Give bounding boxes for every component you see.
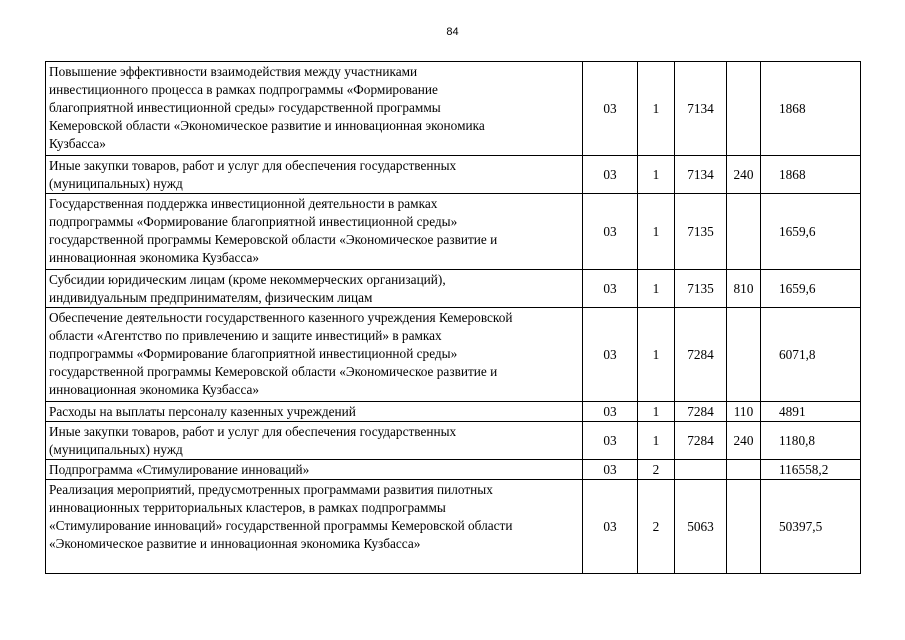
description-line: инновационная экономика Кузбасса» [49, 382, 260, 397]
article-code: 7135 [675, 270, 727, 308]
expense-type-code [727, 308, 761, 402]
article-code: 7284 [675, 402, 727, 422]
program-code: 1 [638, 156, 675, 194]
budget-table [45, 61, 861, 574]
section-code: 03 [583, 270, 638, 308]
expense-type-code: 810 [727, 270, 761, 308]
description-line: Государственная поддержка инвестиционной деятельности в рамках [49, 196, 438, 211]
description-line: Кемеровской области «Экономическое развитие и инновационная экономика [49, 118, 485, 133]
program-code: 1 [638, 270, 675, 308]
program-code: 2 [638, 460, 675, 480]
description-line: Иные закупки товаров, работ и услуг для обеспечения государственных [49, 158, 457, 173]
expense-type-code [727, 194, 761, 270]
program-code: 1 [638, 402, 675, 422]
expense-type-code: 110 [727, 402, 761, 422]
section-code: 03 [583, 194, 638, 270]
table-row [46, 308, 861, 402]
description-line: Иные закупки товаров, работ и услуг для обеспечения государственных [49, 424, 457, 439]
description-line: подпрограммы «Формирование благоприятной инвестиционной среды» [49, 346, 458, 361]
table-row [46, 422, 861, 460]
row-description [46, 194, 583, 270]
row-description [46, 62, 583, 156]
row-description [46, 402, 583, 422]
article-code: 7284 [675, 308, 727, 402]
expense-type-code [727, 460, 761, 480]
description-line: индивидуальным предпринимателям, физическим лицам [49, 290, 373, 305]
amount-value: 116558,2 [761, 460, 861, 480]
description-line: Подпрограмма «Стимулирование инноваций» [49, 462, 310, 477]
program-code: 1 [638, 62, 675, 156]
section-code: 03 [583, 422, 638, 460]
section-code: 03 [583, 480, 638, 574]
amount-value: 1868 [761, 62, 861, 156]
amount-value: 6071,8 [761, 308, 861, 402]
description-line: (муниципальных) нужд [49, 442, 183, 457]
table-row [46, 194, 861, 270]
description-line: благоприятной инвестиционной среды» государственной программы [49, 100, 441, 115]
amount-value: 1180,8 [761, 422, 861, 460]
article-code: 7134 [675, 156, 727, 194]
description-line: инновационная экономика Кузбасса» [49, 250, 260, 265]
description-line: подпрограммы «Формирование благоприятной инвестиционной среды» [49, 214, 458, 229]
description-line: (муниципальных) нужд [49, 176, 183, 191]
description-line: Субсидии юридическим лицам (кроме некоммерческих организаций), [49, 272, 446, 287]
article-code: 5063 [675, 480, 727, 574]
table-row [46, 62, 861, 156]
row-description [46, 460, 583, 480]
section-code: 03 [583, 308, 638, 402]
table-row [46, 156, 861, 194]
description-line: государственной программы Кемеровской области «Экономическое развитие и [49, 364, 498, 379]
description-line: области «Агентство по привлечению и защите инвестиций» в рамках [49, 328, 442, 343]
description-line: Повышение эффективности взаимодействия между участниками [49, 64, 418, 79]
program-code: 1 [638, 308, 675, 402]
description-line: Реализация мероприятий, предусмотренных программами развития пилотных [49, 482, 493, 497]
article-code: 7284 [675, 422, 727, 460]
row-description [46, 308, 583, 402]
description-line: Обеспечение деятельности государственного казенного учреждения Кемеровской [49, 310, 513, 325]
expense-type-code: 240 [727, 156, 761, 194]
program-code: 2 [638, 480, 675, 574]
expense-type-code [727, 480, 761, 574]
description-line: Расходы на выплаты персоналу казенных учреждений [49, 404, 356, 419]
amount-value: 1659,6 [761, 270, 861, 308]
amount-value: 4891 [761, 402, 861, 422]
amount-value: 50397,5 [761, 480, 861, 574]
expense-type-code [727, 62, 761, 156]
row-description [46, 156, 583, 194]
program-code: 1 [638, 422, 675, 460]
page-number: 84 [446, 26, 459, 38]
section-code: 03 [583, 402, 638, 422]
amount-value: 1868 [761, 156, 861, 194]
article-code: 7134 [675, 62, 727, 156]
section-code: 03 [583, 156, 638, 194]
description-line: Кузбасса» [49, 136, 106, 151]
article-code [675, 460, 727, 480]
description-line: «Стимулирование инноваций» государственной программы Кемеровской области [49, 518, 513, 533]
description-line: «Экономическое развитие и инновационная экономика Кузбасса» [49, 536, 421, 551]
table-row [46, 402, 861, 422]
section-code: 03 [583, 460, 638, 480]
row-description [46, 480, 583, 574]
table-row [46, 460, 861, 480]
article-code: 7135 [675, 194, 727, 270]
program-code: 1 [638, 194, 675, 270]
amount-value: 1659,6 [761, 194, 861, 270]
row-description [46, 422, 583, 460]
section-code: 03 [583, 62, 638, 156]
expense-type-code: 240 [727, 422, 761, 460]
table-row [46, 480, 861, 574]
description-line: инвестиционного процесса в рамках подпрограммы «Формирование [49, 82, 438, 97]
description-line: инновационных территориальных кластеров, в рамках подпрограммы [49, 500, 446, 515]
table-row [46, 270, 861, 308]
row-description [46, 270, 583, 308]
description-line: государственной программы Кемеровской области «Экономическое развитие и [49, 232, 498, 247]
